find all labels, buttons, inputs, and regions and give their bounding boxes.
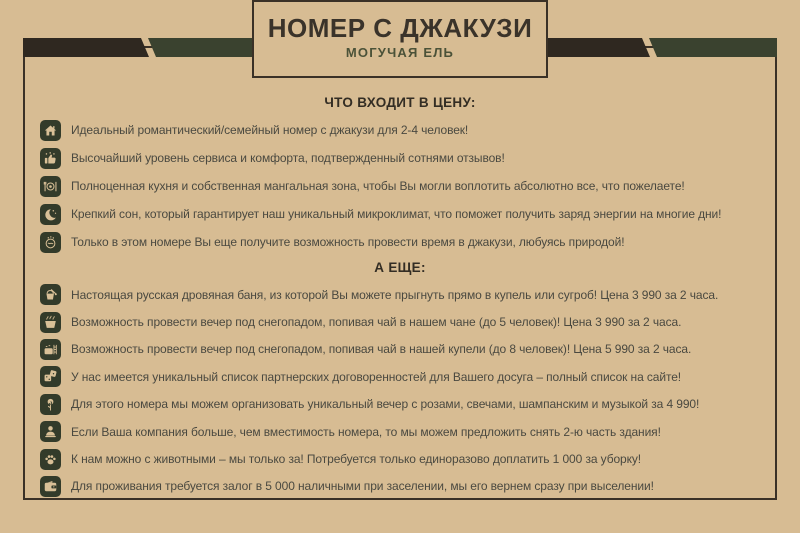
- list-item-text: Для этого номера мы можем организовать уникальный вечер с розами, свечами, шампанским и музыкой за 4 990!: [71, 397, 700, 412]
- section-extras: [23, 260, 777, 500]
- page-subtitle: МОГУЧАЯ ЕЛЬ: [345, 45, 455, 60]
- title-box: [252, 0, 548, 78]
- vat-icon: [40, 312, 61, 333]
- ribbon-left-green: [148, 38, 254, 57]
- list-item: [23, 228, 777, 256]
- house-icon: [40, 120, 61, 141]
- list-item-text: Только в этом номере Вы еще получите возможность провести время в джакузи, любуясь природой!: [71, 235, 625, 249]
- list-item: [23, 308, 777, 335]
- sauna-bucket-icon: [40, 284, 61, 305]
- ribbon-left-brown: [23, 38, 149, 57]
- tub-ladder-icon: [40, 339, 61, 360]
- list-item: [23, 200, 777, 228]
- content-area: [23, 95, 777, 500]
- list-item: [23, 363, 777, 390]
- list-item: [23, 172, 777, 200]
- cutlery-plate-icon: [40, 176, 61, 197]
- ribbon-right-green: [649, 38, 777, 57]
- person-icon: [40, 421, 61, 442]
- ribbon-right-brown: [546, 38, 650, 57]
- list-item-text: К нам можно с животными – мы только за! Потребуется только единоразово доплатить 1 000 за уборку!: [71, 452, 642, 467]
- list-item-text: Идеальный романтический/семейный номер с джакузи для 2-4 человек!: [71, 123, 469, 137]
- list-item-text: Для проживания требуется залог в 5 000 наличными при заселении, мы его вернем сразу при выселении!: [71, 479, 654, 494]
- thumbs-up-icon: [40, 148, 61, 169]
- paw-icon: [40, 449, 61, 470]
- list-item: [23, 336, 777, 363]
- list-item-text: Высочайший уровень сервиса и комфорта, подтвержденный сотнями отзывов!: [71, 151, 505, 165]
- page-title: НОМЕР С ДЖАКУЗИ: [267, 13, 533, 43]
- list-item-text: Возможность провести вечер под снегопадом, попивая чай в нашей купели (до 8 человек)! Цена 5 990 за 2 часа.: [71, 342, 692, 357]
- list-item: [23, 473, 777, 500]
- section-heading-extras: А ЕЩЕ:: [374, 260, 426, 275]
- list-item-text: Настоящая русская дровяная баня, из которой Вы можете прыгнуть прямо в купель или сугроб! Цена 3 990 за 2 часа.: [71, 287, 719, 302]
- list-item: [23, 144, 777, 172]
- section-heading-included: ЧТО ВХОДИТ В ЦЕНУ:: [324, 95, 476, 110]
- list-item: [23, 281, 777, 308]
- list-item: [23, 391, 777, 418]
- list-item: [23, 418, 777, 445]
- list-item-text: У нас имеется уникальный список партнерских договоренностей для Вашего досуга – полный список на сайте!: [71, 369, 682, 384]
- included-list: [23, 116, 777, 256]
- list-item-text: Крепкий сон, который гарантирует наш уникальный микроклимат, что поможет получить заряд энергии на многие дни!: [71, 207, 722, 221]
- list-item-text: Если Ваша компания больше, чем вместимость номера, то мы можем предложить снять 2-ю часть здания!: [71, 424, 661, 439]
- jacuzzi-icon: [40, 232, 61, 253]
- moon-icon: [40, 204, 61, 225]
- list-item-text: Полноценная кухня и собственная мангальная зона, чтобы Вы могли воплотить абсолютно все, что пожелаете!: [71, 179, 685, 193]
- wallet-icon: [40, 476, 61, 497]
- section-included: [23, 95, 777, 256]
- extras-list: [23, 281, 777, 500]
- list-item-text: Возможность провести вечер под снегопадом, попивая чай в нашем чане (до 5 человек)! Цена 3 990 за 2 часа.: [71, 315, 682, 330]
- dice-icon: [40, 366, 61, 387]
- list-item: [23, 116, 777, 144]
- list-item: [23, 445, 777, 472]
- rose-icon: [40, 394, 61, 415]
